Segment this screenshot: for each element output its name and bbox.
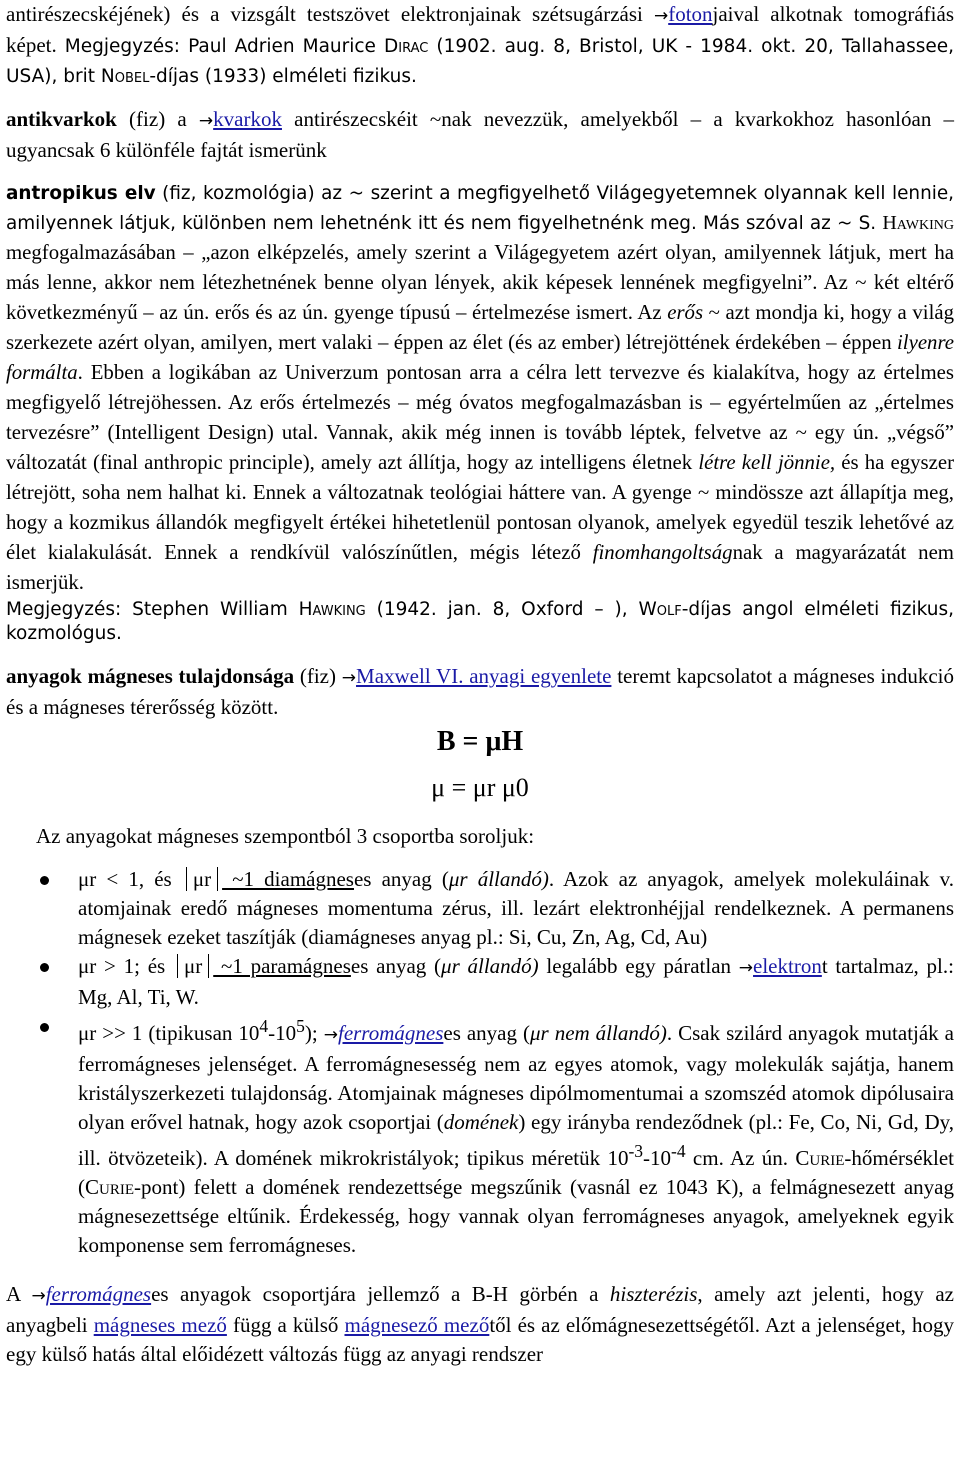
- top-note: Megjegyzés: Paul Adrien Maurice Dirac (1902. aug. 8, Bristol, UK - 1984. okt. 20, Tallahassee, USA), brit Nobel-díjas (1933) elméleti fizikus.: [6, 36, 954, 87]
- name-wolf: Wolf: [638, 599, 682, 620]
- link-magnesezo-mezo[interactable]: mágnesező mező: [344, 1313, 490, 1337]
- note-hawking: Megjegyzés: Stephen William Hawking (1942. jan. 8, Oxford – ), Wolf-díjas angol elméleti fizikus, kozmológus.: [6, 599, 954, 644]
- boxed-mu: μr: [177, 954, 209, 978]
- top-paragraph: [6, 0, 954, 91]
- formula-b-mu-h: B = μH: [436, 726, 524, 757]
- list-item-paramagnes: μr > 1; és μr ~1 paramágneses anyag (μr állandó) legalább egy páratlan →elektront tartalmaz, pl.: Mg, Al, Ti, W.: [6, 952, 954, 1012]
- arrow-icon: →: [31, 1286, 46, 1306]
- term-eros: erős: [667, 301, 704, 324]
- paragraph-hiszterezis: A →ferromágneses anyagok csoportjára jellemző a B-H görbén a hiszterézis, amely azt jelenti, hogy az anyagbeli mágneses mező függ a külső mágnesező mezőtől és az előmágnesezettségétől. Azt a jelenséget, hogy egy külső hatás által előidézett változás függ az anyagi rendszer: [6, 1282, 954, 1366]
- name-curie: Curie: [795, 1146, 845, 1170]
- arrow-icon: →: [653, 6, 669, 26]
- link-kvarkok[interactable]: kvarkok: [213, 107, 282, 131]
- link-foton[interactable]: foton: [668, 2, 713, 26]
- term-antikvarkok: antikvarkok: [6, 107, 117, 131]
- link-elektron[interactable]: elektron: [753, 954, 822, 978]
- arrow-icon: →: [341, 668, 357, 688]
- name-dirac: Dirac: [383, 36, 429, 57]
- bullet-dot-icon: [40, 1023, 49, 1032]
- top-text-b: jaival alkotnak tomográfiás képet.: [6, 2, 954, 57]
- name-hawking: Hawking: [882, 212, 954, 234]
- term-letre: létre kell jönnie,: [698, 451, 836, 474]
- list-item-ferromagnes: μr >> 1 (tipikusan $10^4-10^5$); →ferromágneses anyag (μr nem állandó). Csak szilárd anyagok mutatják a ferromágneses jelenséget. A ferromágnesesség nem az egyes atomok, vagy molekulák sajátja, hanem kristályszerkezeti tulajdonság. Atomjainak mágneses dipólmomentumai a szomszéd atomok dipólusaira olyan erővel hatnak, hogy azok csoportjai (domének) egy irányba rendeződnek (pl.: Fe, Co, Ni, Gd, Dy, ill. ötvözeteik). A domének mikrokristályok; tipikus méretük $10^{-3}-10^{-4}$ cm. Az ún. Curie-hőmérséklet (Curie-pont) felett a domének rendezettsége megszűnik (vasnál ez 1043 K), a felmágnesezett anyag mágnesezettsége eltűnik. Érdekesség, hogy vannak olyan ferromágneses anyagok, amelyeknek egyik komponense sem ferromágneses.: [6, 1012, 954, 1260]
- arrow-icon: →: [738, 958, 754, 978]
- term-diamagnes: ~1 diamágnes: [222, 867, 354, 891]
- link-ferromagnes[interactable]: ferromágnes: [337, 1021, 444, 1045]
- term-finomhangoltsag: finomhangoltság: [592, 541, 733, 564]
- entry-antikvarkok: antikvarkok (fiz) a →kvarkok antirészecskéit ~nak nevezzük, amelyekből – a kvarkokhoz hasonlóan – ugyancsak 6 különféle fajtát ismerünk: [6, 107, 954, 162]
- term-paramagnes: ~1 paramágnes: [213, 954, 351, 978]
- link-magneses-mezo[interactable]: mágneses mező: [93, 1313, 227, 1337]
- term-anyagok-magneses: anyagok mágneses tulajdonsága: [6, 664, 295, 688]
- term-antropikus-elv: antropikus elv: [6, 183, 156, 204]
- term-ilyenre: ilyenre formálta: [6, 331, 954, 384]
- name-nobel: Nobel: [100, 66, 150, 87]
- intro-three-groups: Az anyagokat mágneses szempontból 3 csoportba soroljuk:: [36, 824, 535, 848]
- boxed-mu: μr: [186, 867, 218, 891]
- arrow-icon: →: [323, 1025, 338, 1045]
- link-ferromagnes-2[interactable]: ferromágnes: [45, 1282, 152, 1306]
- name-curie: Curie: [85, 1175, 135, 1199]
- list-item-diamagnes: μr < 1, és μr ~1 diamágneses anyag (μr állandó). Azok az anyagok, amelyek molekuláinak v. atomjainak eredő mágneses momentuma zérus, ill. lezárt elektronhéjjal rendelkeznek. A permanens mágnesek ezeket taszítják (diamágneses anyag pl.: Si, Cu, Zn, Ag, Cd, Au): [6, 865, 954, 952]
- entry-anyagok-magneses: anyagok mágneses tulajdonsága (fiz) →Maxwell VI. anyagi egyenlete teremt kapcsolatot a mágneses indukció és a mágneses térerősség között.: [6, 664, 955, 719]
- term-domenek: domének: [443, 1110, 519, 1134]
- top-text-a: antirészecskéjének) és a vizsgált testszövet elektronjainak szétsugárzási: [6, 2, 654, 26]
- link-maxwell[interactable]: Maxwell VI. anyagi egyenlete: [356, 664, 612, 688]
- bullet-dot-icon: [40, 876, 49, 885]
- bullet-dot-icon: [40, 963, 49, 972]
- arrow-icon: →: [198, 111, 214, 131]
- name-hawking-note: Hawking: [298, 599, 366, 620]
- formula-mu: μ = μr μ0: [431, 773, 529, 802]
- entry-antropikus-elv: antropikus elv (fiz, kozmológia) az ~ szerint a megfigyelhető Világegyetemnek olyannak kell lennie, amilyennek látjuk, különben nem lehetnénk itt és nem figyelhetnénk meg. Más szóval az ~ S. Hawking megfogalmazásában – „azon elképzelés, amely szerint a Világegyetem azért olyan, amilyennek látjuk, mert ha más lenne, akkor nem létezhetnének benne olyan lények, akik képesek lennének megfigyelni”. Az ~ két eltérő következményű – az ún. erős és az ún. gyenge típusú – értelmezése ismert. Az erős ~ azt mondja ki, hogy a világ szerkezete azért olyan, amilyen, mert valaki – éppen az élet (és az ember) létrejöttének érdekében – éppen ilyenre formálta. Ebben a logikában az Univerzum pontosan arra a célra lett tervezve és kialakítva, hogy az értelmes megfigyelő létrejöhessen. Az erős értelmezés – még óvatos megfogalmazásban is – egyértelműen az „értelmes tervezésre” (Intelligent Design) utal. Vannak, akik még innen is tovább léptek, felvetve az ~ egy ún. „végső” változatát (final anthropic principle), amely azt állítja, hogy az intelligens életnek létre kell jönnie, és ha egyszer létrejött, soha nem halhat ki. Ennek a változatnak teológiai háttere van. A gyenge ~ mindössze azt állapítja meg, hogy a kozmikus állandók megfigyelt értékei hihetetlenül pontosan olyanok, amelyek egyedül teszik lehetővé az élet kialakulását. Ennek a rendkívül valószínűtlen, mégis létező finomhangoltságnak a magyarázatát nem ismerjük.: [6, 183, 955, 594]
- bullet-list: [6, 865, 954, 1260]
- term-hiszterezis: hiszterézis: [609, 1282, 698, 1306]
